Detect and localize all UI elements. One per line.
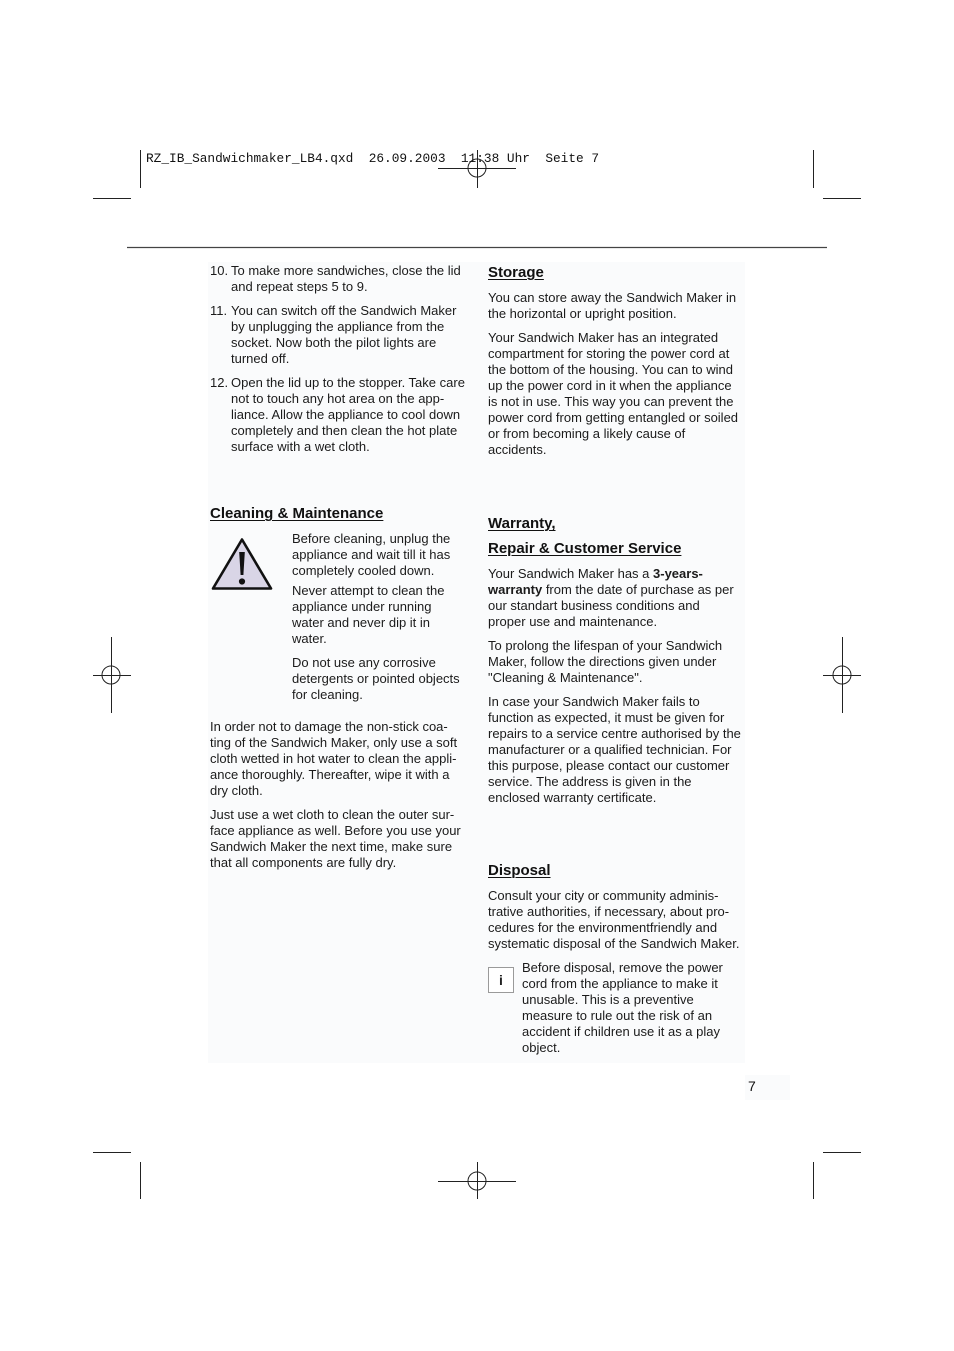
storage-heading: Storage <box>488 264 544 281</box>
body-paragraph: In case your Sandwich Maker fails to function as expected, it must be given for repairs to a service centre authorised by the manufacturer or a qualified technician. For this purpose, please contact our customer service. The address is given in the enclosed warranty certificate. <box>488 694 741 805</box>
warning-triangle-icon <box>211 537 273 591</box>
warranty-intro-rest: from the date of purchase as per our standart business conditions and proper use and maintenance. <box>488 582 734 629</box>
body-paragraph: Consult your city or community adminis- trative authorities, if necessary, about pro- cedures for the environmentfriendly and systematic disposal of the Sandwich Maker. <box>488 888 740 951</box>
warning-note: Before cleaning, unplug the appliance and wait till it has completely cooled down. <box>292 531 451 578</box>
warranty-intro-text: Your Sandwich Maker has a <box>488 566 654 581</box>
disposal-heading: Disposal <box>488 862 551 879</box>
step-number: 10. <box>210 263 229 278</box>
body-paragraph: Your Sandwich Maker has an integrated compartment for storing the power cord at the bottom of the housing. You can to wind up the power cord in it when the appliance is not in use. This way you can prevent the power cord from getting entangled or soiled or from becoming a likely cause of accidents. <box>488 330 739 457</box>
step-item <box>210 375 472 455</box>
warning-note: Do not use any corrosive detergents or pointed objects for cleaning. <box>292 655 460 702</box>
step-item <box>210 303 472 367</box>
step-text: Open the lid up to the stopper. Take care not to touch any hot area on the app- liance. Allow the appliance to cool down completely and then clean the hot plate surface with a wet cloth. <box>231 375 465 454</box>
cleaning-heading: Cleaning & Maintenance <box>210 505 384 522</box>
warranty-heading-line2: Repair & Customer Service <box>488 540 682 557</box>
step-number: 12. <box>210 375 229 390</box>
step-text: To make more sandwiches, close the lid and repeat steps 5 to 9. <box>231 263 461 294</box>
body-paragraph: In order not to damage the non-stick coa- ting of the Sandwich Maker, only use a soft cloth wetted in hot water to clean the appli- ance thoroughly. Thereafter, wipe it with a dry cloth. <box>210 719 458 798</box>
warranty-word-bold: warranty <box>488 582 543 597</box>
step-text: You can switch off the Sandwich Maker by unplugging the appliance from the socket. Now both the pilot lights are turned off. <box>231 303 457 366</box>
body-paragraph: You can store away the Sandwich Maker in the horizontal or upright position. <box>488 290 737 321</box>
registration-mark-right <box>823 637 861 713</box>
info-note: Before disposal, remove the power cord from the appliance to make it unusable. This is a preventive measure to rule out the risk of an accident if children use it as a play object. <box>522 960 723 1055</box>
warranty-term-bold: 3-years- <box>653 566 703 581</box>
print-slug-header: RZ_IB_Sandwichmaker_LB4.qxd 26.09.2003 11:38 Uhr Seite 7 <box>146 151 600 166</box>
body-paragraph: Just use a wet cloth to clean the outer sur- face appliance as well. Before you use your Sandwich Maker the next time, make sure that all components are fully dry. <box>210 807 461 870</box>
warranty-paragraphs <box>488 566 750 806</box>
step-number: 11. <box>210 303 228 318</box>
page-number: 7 <box>748 1078 756 1094</box>
warning-note: Never attempt to clean the appliance under running water and never dip it in water. <box>292 583 445 646</box>
steps-list <box>210 263 472 463</box>
warranty-intro-paragraph <box>488 566 750 630</box>
warranty-heading-line1: Warranty, <box>488 515 556 532</box>
warning-notes <box>292 531 470 703</box>
body-paragraph: To prolong the lifespan of your Sandwich Maker, follow the directions given under "Cleaning & Maintenance". <box>488 638 723 685</box>
info-icon: i <box>488 967 514 993</box>
registration-mark-left <box>93 637 131 713</box>
storage-paragraphs <box>488 290 750 458</box>
registration-mark-bottom <box>438 1162 516 1199</box>
cleaning-paragraphs <box>210 719 472 871</box>
step-item <box>210 263 472 295</box>
